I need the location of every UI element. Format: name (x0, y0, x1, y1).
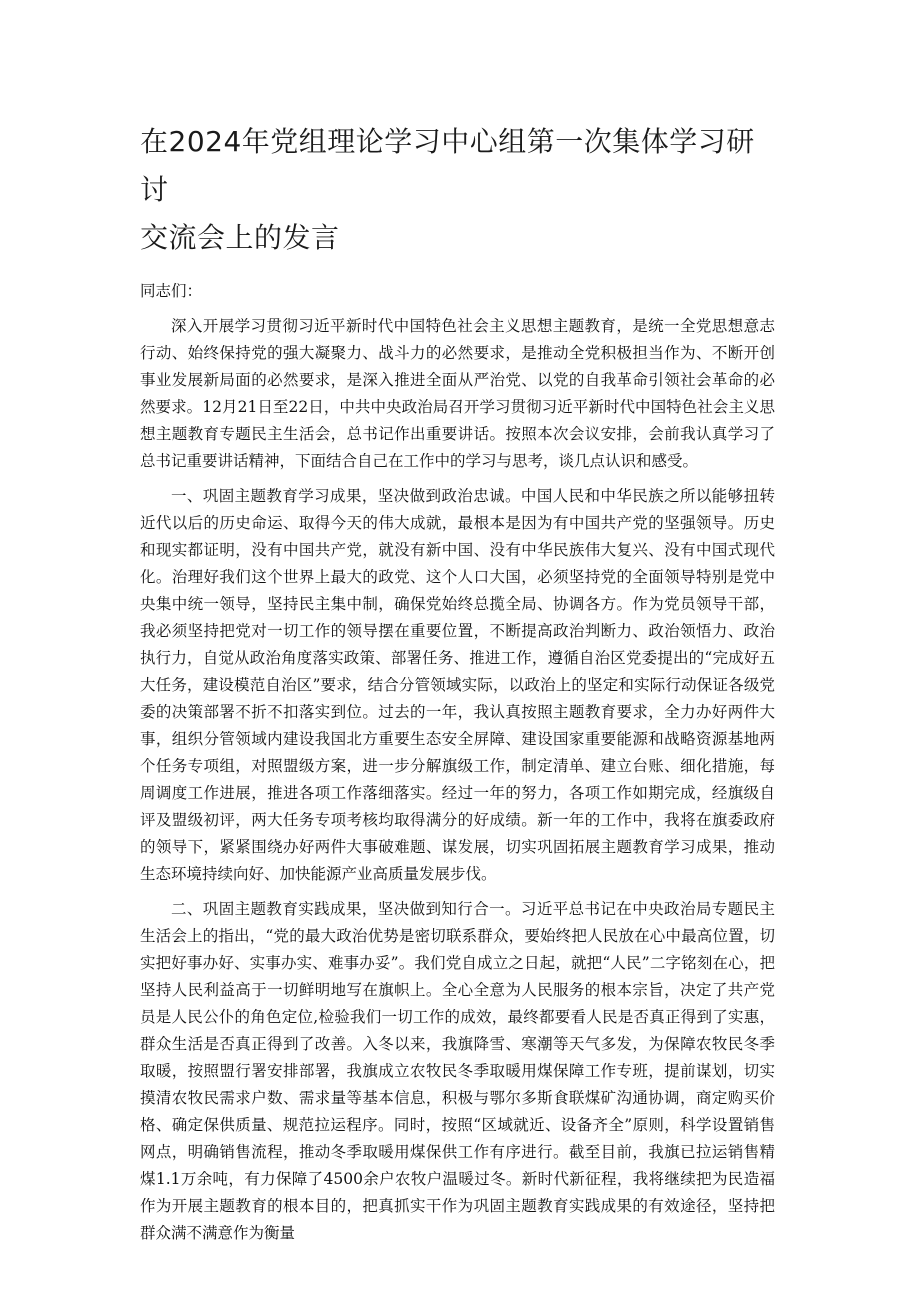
paragraph-intro: 深入开展学习贯彻习近平新时代中国特色社会主义思想主题教育，是统一全党思想意志行动、始终保持党的强大凝聚力、战斗力的必然要求，是推动全党积极担当作为、不断开创事业发展新局面的必然要求，是深入推进全面从严治党、以党的自我革命引领社会革命的必然要求。12月21日至22日，中共中央政治局召开学习贯彻习近平新时代中国特色社会主义思想主题教育专题民主生活会，总书记作出重要讲话。按照本次会议安排，会前我认真学习了总书记重要讲话精神，下面结合自己在工作中的学习与思考，谈几点认识和感受。 (140, 317, 775, 470)
title-line-1: 在2024年党组理论学习中心组第一次集体学习研讨 (140, 125, 755, 206)
paragraph-section-1: 一、巩固主题教育学习成果，坚决做到政治忠诚。中国人民和中华民族之所以能够扭转近代以后的历史命运、取得今天的伟大成就，最根本是因为有中国共产党的坚强领导。历史和现实都证明，没有中国共产党，就没有新中国、没有中华民族伟大复兴、没有中国式现代化。治理好我们这个世界上最大的政党、这个人口大国，必须坚持党的全面领导特别是党中央集中统一领导，坚持民主集中制，确保党始终总揽全局、协调各方。作为党员领导干部，我必须坚持把党对一切工作的领导摆在重要位置，不断提高政治判断力、政治领悟力、政治执行力，自觉从政治角度落实政策、部署任务、推进工作，遵循自治区党委提出的“完成好五大任务，建设模范自治区”要求，结合分管领域实际，以政治上的坚定和实际行动保证各级党委的决策部署不折不扣落实到位。过去的一年，我认真按照主题教育要求，全力办好两件大事，组织分管领域内建设我国北方重要生态安全屏障、建设国家重要能源和战略资源基地两个任务专项组，对照盟级方案，进一步分解旗级工作，制定清单、建立台账、细化措施，每周调度工作进展，推进各项工作落细落实。经过一年的努力，各项工作如期完成，经旗级自评及盟级初评，两大任务专项考核均取得满分的好成绩。新一年的工作中，我将在旗委政府的领导下，紧紧围绕办好两件大事破难题、谋发展，切实巩固拓展主题教育学习成果，推动生态环境持续向好、加快能源产业高质量发展步伐。 (140, 487, 775, 883)
document-title (140, 118, 775, 262)
paragraph-section-2: 二、巩固主题教育实践成果，坚决做到知行合一。习近平总书记在中央政治局专题民主生活会上的指出，“党的最大政治优势是密切联系群众，要始终把人民放在心中最高位置，切实把好事办好、实事办实、难事办妥”。我们党自成立之日起，就把“人民”二字铭刻在心，把坚持人民利益高于一切鲜明地写在旗帜上。全心全意为人民服务的根本宗旨，决定了共产党员是人民公仆的角色定位,检验我们一切工作的成效，最终都要看人民是否真正得到了实惠，群众生活是否真正得到了改善。入冬以来，我旗降雪、寒潮等天气多发，为保障农牧民冬季取暖，按照盟行署安排部署，我旗成立农牧民冬季取暖用煤保障工作专班，提前谋划，切实摸清农牧民需求户数、需求量等基本信息，积极与鄂尔多斯食联煤矿沟通协调，商定购买价格、确定保供质量、规范拉运程序。同时，按照“区域就近、设备齐全”原则，科学设置销售网点，明确销售流程，推动冬季取暖用煤保供工作有序进行。截至目前，我旗已拉运销售精煤1.1万余吨，有力保障了4500余户农牧户温暖过冬。新时代新征程，我将继续把为民造福作为开展主题教育的根本目的，把真抓实干作为巩固主题教育实践成果的有效途径，坚持把群众满不满意作为衡量 (140, 900, 775, 1242)
salutation: 同志们： (140, 282, 203, 300)
title-line-2: 交流会上的发言 (140, 221, 340, 254)
